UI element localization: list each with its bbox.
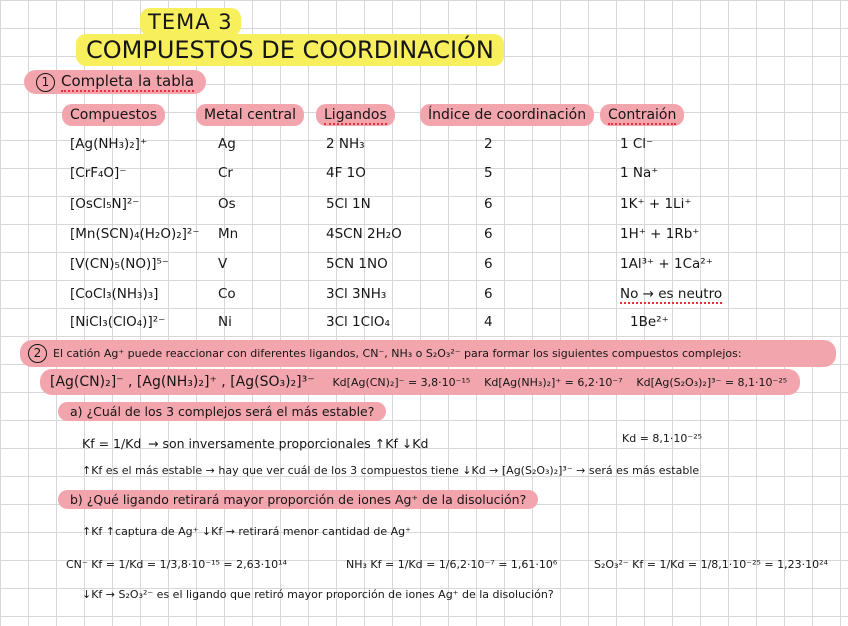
cell-metal-1: Cr	[218, 165, 233, 181]
cell-contraion-6: 1Be²⁺	[630, 314, 669, 330]
cell-compuesto-3: [Mn(SCN)₄(H₂O)₂]²⁻	[70, 226, 200, 242]
qb-calc-nh3: NH₃ Kf = 1/Kd = 1/6,2·10⁻⁷ = 1,61·10⁶	[346, 558, 558, 571]
cell-indice-4: 6	[484, 256, 493, 272]
kd-s2o3: Kd[Ag(S₂O₃)₂]³⁻ = 8,1·10⁻²⁵	[636, 376, 788, 389]
qa-kd-note: Kd = 8,1·10⁻²⁵	[622, 432, 703, 445]
cell-contraion-5: No → es neutro	[620, 286, 723, 302]
question-a-label: a) ¿Cuál de los 3 complejos será el más estable?	[58, 402, 386, 421]
cell-compuesto-1: [CrF₄O]⁻	[70, 165, 127, 181]
section2-number: 2	[28, 344, 47, 363]
cell-indice-2: 6	[484, 196, 493, 212]
cell-indice-5: 6	[484, 286, 493, 302]
qb-calc-s2o3: S₂O₃²⁻ Kf = 1/Kd = 1/8,1·10⁻²⁵ = 1,23·10²⁴	[594, 558, 828, 571]
cell-compuesto-0: [Ag(NH₃)₂]⁺	[70, 136, 148, 152]
cell-compuesto-2: [OsCl₅N]²⁻	[70, 196, 140, 212]
cell-contraion-0: 1 Cl⁻	[620, 136, 654, 152]
cell-metal-0: Ag	[218, 136, 236, 152]
qb-calc-cn: CN⁻ Kf = 1/Kd = 1/3,8·10⁻¹⁵ = 2,63·10¹⁴	[66, 558, 287, 571]
qa-line2: ↑Kf es el más estable → hay que ver cuál de los 3 compuestos tiene ↓Kd → [Ag(S₂O₃)₂]³⁻ → será es más estable	[82, 464, 700, 477]
th-contraion: Contraión	[600, 104, 684, 126]
kd-nh3: Kd[Ag(NH₃)₂]⁺ = 6,2·10⁻⁷	[484, 376, 623, 389]
cell-indice-1: 5	[484, 165, 493, 181]
cell-ligandos-3: 4SCN 2H₂O	[326, 226, 402, 242]
cell-compuesto-5: [CoCl₃(NH₃)₃]	[70, 286, 159, 302]
cell-contraion-3: 1H⁺ + 1Rb⁺	[620, 226, 700, 242]
section2-statement	[20, 340, 836, 367]
question-b-label: b) ¿Qué ligando retirará mayor proporción de iones Ag⁺ de la disolución?	[58, 490, 538, 509]
cell-metal-3: Mn	[218, 226, 239, 242]
qb-line1: ↑Kf ↑captura de Ag⁺ ↓Kf → retirará menor cantidad de Ag⁺	[82, 525, 411, 538]
th-metal-central: Metal central	[196, 104, 304, 126]
kd-cn: Kd[Ag(CN)₂]⁻ = 3,8·10⁻¹⁵	[332, 376, 471, 389]
cell-ligandos-6: 3Cl 1ClO₄	[326, 314, 390, 330]
cell-contraion-2: 1K⁺ + 1Li⁺	[620, 196, 692, 212]
cell-ligandos-5: 3Cl 3NH₃	[326, 286, 387, 302]
section2-complexes	[40, 369, 800, 395]
cell-contraion-1: 1 Na⁺	[620, 165, 659, 181]
cell-metal-5: Co	[218, 286, 236, 302]
cell-contraion-4: 1Al³⁺ + 1Ca²⁺	[620, 256, 713, 272]
th-indice-coordinacion: Índice de coordinación	[420, 104, 594, 126]
th-ligandos: Ligandos	[316, 104, 395, 126]
cell-ligandos-0: 2 NH₃	[326, 136, 365, 152]
cell-compuesto-6: [NiCl₃(ClO₄)]²⁻	[70, 314, 166, 330]
tema-label: TEMA 3	[140, 8, 241, 36]
qa-line1: → son inversamente proporcionales ↑Kf ↓Kd	[148, 436, 429, 451]
cell-indice-6: 4	[484, 314, 493, 330]
section1-number: 1	[36, 73, 55, 92]
cell-metal-4: V	[218, 256, 228, 272]
cell-compuesto-4: [V(CN)₅(NO)]⁵⁻	[70, 256, 170, 272]
cell-indice-0: 2	[484, 136, 493, 152]
cell-ligandos-1: 4F 1O	[326, 165, 366, 181]
th-compuestos: Compuestos	[62, 104, 165, 126]
cell-metal-2: Os	[218, 196, 236, 212]
cell-metal-6: Ni	[218, 314, 232, 330]
complexes-list: [Ag(CN)₂]⁻ , [Ag(NH₃)₂]⁺ , [Ag(SO₃)₂]³⁻	[50, 374, 315, 390]
section2-text: El catión Ag⁺ puede reaccionar con diferentes ligandos, CN⁻, NH₃ o S₂O₃²⁻ para formar los siguientes compuestos complejos:	[53, 347, 742, 360]
cell-indice-3: 6	[484, 226, 493, 242]
cell-ligandos-2: 5Cl 1N	[326, 196, 371, 212]
section1-label	[24, 70, 206, 94]
page-title: COMPUESTOS DE COORDINACIÓN	[76, 34, 504, 66]
qa-formula: Kf = 1/Kd	[82, 436, 142, 451]
cell-ligandos-4: 5CN 1NO	[326, 256, 388, 272]
qb-conclusion: ↓Kf → S₂O₃²⁻ es el ligando que retiró mayor proporción de iones Ag⁺ de la disolución?	[82, 588, 554, 601]
section1-text: Completa la tabla	[61, 72, 195, 90]
